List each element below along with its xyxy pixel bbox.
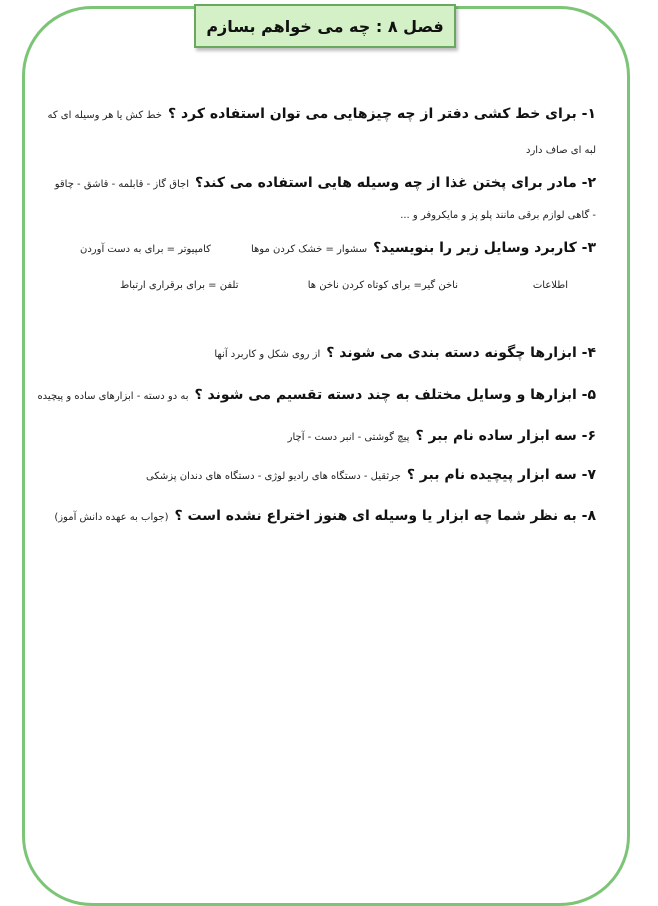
page-border — [22, 6, 630, 906]
answer-3a: سشوار = خشک کردن موها — [250, 244, 368, 255]
question-4: ۴- ابزارها چگونه دسته بندی می شوند ؟از روی شکل و کاربرد آنها — [214, 345, 596, 361]
chapter-title-text: فصل ۸ : چه می خواهم بسازم — [206, 16, 444, 36]
answer-6: پیچ گوشتی - انبر دست - آچار — [287, 432, 410, 443]
question-6: ۶- سه ابزار ساده نام ببر ؟پیچ گوشتی - انبر دست - آچار — [287, 428, 596, 444]
answer-7: جرثقیل - دستگاه های رادیو لوژی - دستگاه های دندان پزشکی — [146, 471, 401, 482]
answer-2-line-2: - گاهی لوازم برقی مانند پلو پز و مایکروفر و ... — [400, 210, 596, 221]
answer-3c: ناخن گیر= برای کوتاه کردن ناخن ها — [307, 280, 458, 291]
chapter-title — [194, 4, 456, 48]
question-8: ۸- به نظر شما چه ابزار یا وسیله ای هنوز اختراع نشده است ؟(جواب به عهده دانش آموز) — [54, 508, 596, 524]
question-1: ۱- برای خط کشی دفتر از چه چیزهایی می توان استفاده کرد ؟خط کش یا هر وسیله ای که — [47, 106, 596, 122]
question-3: ۳- کاربرد وسایل زیر را بنویسید؟سشوار = خشک کردن موها — [250, 240, 596, 256]
answer-8: (جواب به عهده دانش آموز) — [54, 512, 169, 523]
question-7: ۷- سه ابزار پیچیده نام ببر ؟جرثقیل - دستگاه های رادیو لوژی - دستگاه های دندان پزشکی — [146, 467, 596, 483]
question-5: ۵- ابزارها و وسایل مختلف به چند دسته تقسیم می شوند ؟به دو دسته - ابزارهای ساده و پیچیده — [37, 387, 596, 403]
answer-5: به دو دسته - ابزارهای ساده و پیچیده — [37, 391, 189, 402]
answer-2: اجاق گاز - قابلمه - قاشق - چاقو — [54, 179, 189, 190]
answer-1: خط کش یا هر وسیله ای که — [47, 110, 162, 121]
answer-1-line-2: لبه ای صاف دارد — [526, 145, 596, 156]
question-2: ۲- مادر برای پختن غذا از چه وسیله هایی استفاده می کند؟اجاق گاز - قابلمه - قاشق - چاقو — [54, 175, 596, 191]
answer-3d: تلفن = برای برقراری ارتباط — [120, 280, 239, 291]
answer-4: از روی شکل و کاربرد آنها — [214, 349, 321, 360]
answer-3-label-info: اطلاعات — [532, 280, 568, 291]
answer-3b: کامپیوتر = برای به دست آوردن — [80, 244, 211, 255]
